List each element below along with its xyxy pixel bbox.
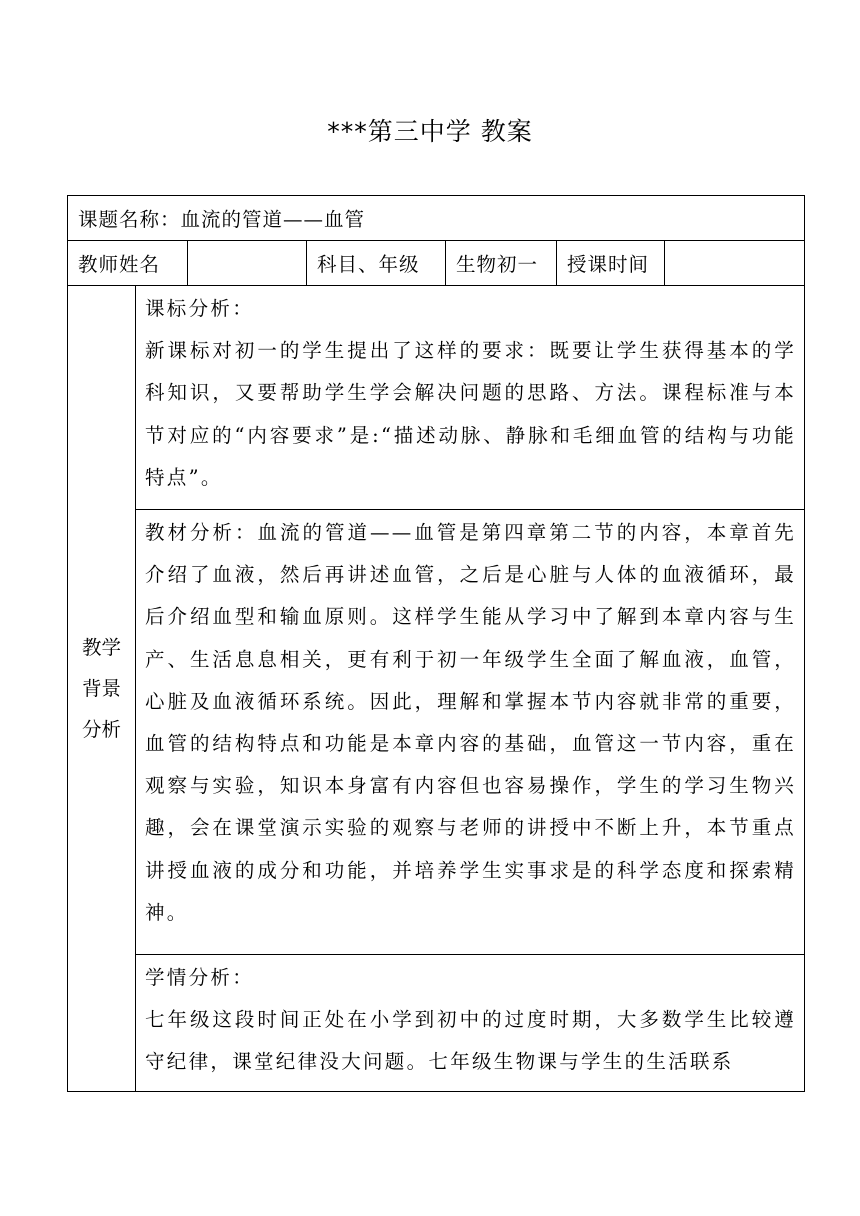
class-time-label: 授课时间 bbox=[557, 241, 665, 286]
textbook-analysis-body: 教材分析：血流的管道——血管是第四章第二节的内容，本章首先介绍了血液，然后再讲述血管，之后是心脏与人体的血液循环，最后介绍血型和输血原则。这样学生能从学习中了解到本章内容与生产、生活息息相关，更有利于初一年级学生全面了解血液，血管，心脏及血液循环系统。因此，理解和掌握本节内容就非常的重要，血管的结构特点和功能是本章内容的基础，血管这一节内容，重在观察与实验，知识本身富有内容但也容易操作，学生的学习生物兴趣，会在课堂演示实验的观察与老师的讲授中不断上升，本节重点讲授血液的成分和功能，并培养学生实事求是的科学态度和探索精神。 bbox=[145, 521, 797, 924]
subject-grade-label: 科目、年级 bbox=[307, 241, 446, 286]
side-label-line-1: 教学 bbox=[81, 636, 121, 659]
teacher-info-row bbox=[68, 241, 805, 286]
course-title-row bbox=[68, 196, 805, 241]
student-analysis-heading: 学情分析： bbox=[145, 966, 255, 989]
lesson-plan-table bbox=[67, 195, 805, 1092]
student-analysis-cell bbox=[136, 955, 805, 1092]
student-analysis-body: 七年级这段时间正处在小学到初中的过度时期，大多数学生比较遵守纪律，课堂纪律没大问题。七年级生物课与学生的生活联系 bbox=[145, 1008, 797, 1074]
teaching-background-label bbox=[68, 286, 136, 1092]
class-time-value bbox=[665, 241, 805, 286]
side-label-line-2: 背景 bbox=[81, 677, 121, 700]
curriculum-analysis-body: 新课标对初一的学生提出了这样的要求：既要让学生获得基本的学科知识，又要帮助学生学会解决问题的思路、方法。课程标准与本节对应的“内容要求”是:“描述动脉、静脉和毛细血管的结构与功能特点”。 bbox=[145, 339, 797, 489]
analysis-row-3 bbox=[68, 955, 805, 1092]
teacher-name-value bbox=[188, 241, 307, 286]
textbook-analysis-cell bbox=[136, 510, 805, 955]
course-title-cell: 课题名称：血流的管道——血管 bbox=[68, 196, 805, 241]
subject-grade-value: 生物初一 bbox=[446, 241, 557, 286]
curriculum-analysis-heading: 课标分析： bbox=[145, 297, 255, 320]
curriculum-analysis-cell bbox=[136, 286, 805, 510]
side-label-line-3: 分析 bbox=[81, 718, 121, 741]
analysis-row-2 bbox=[68, 510, 805, 955]
teacher-name-label: 教师姓名 bbox=[68, 241, 188, 286]
analysis-row-1 bbox=[68, 286, 805, 510]
document-title: ***第三中学 教案 bbox=[327, 117, 533, 146]
